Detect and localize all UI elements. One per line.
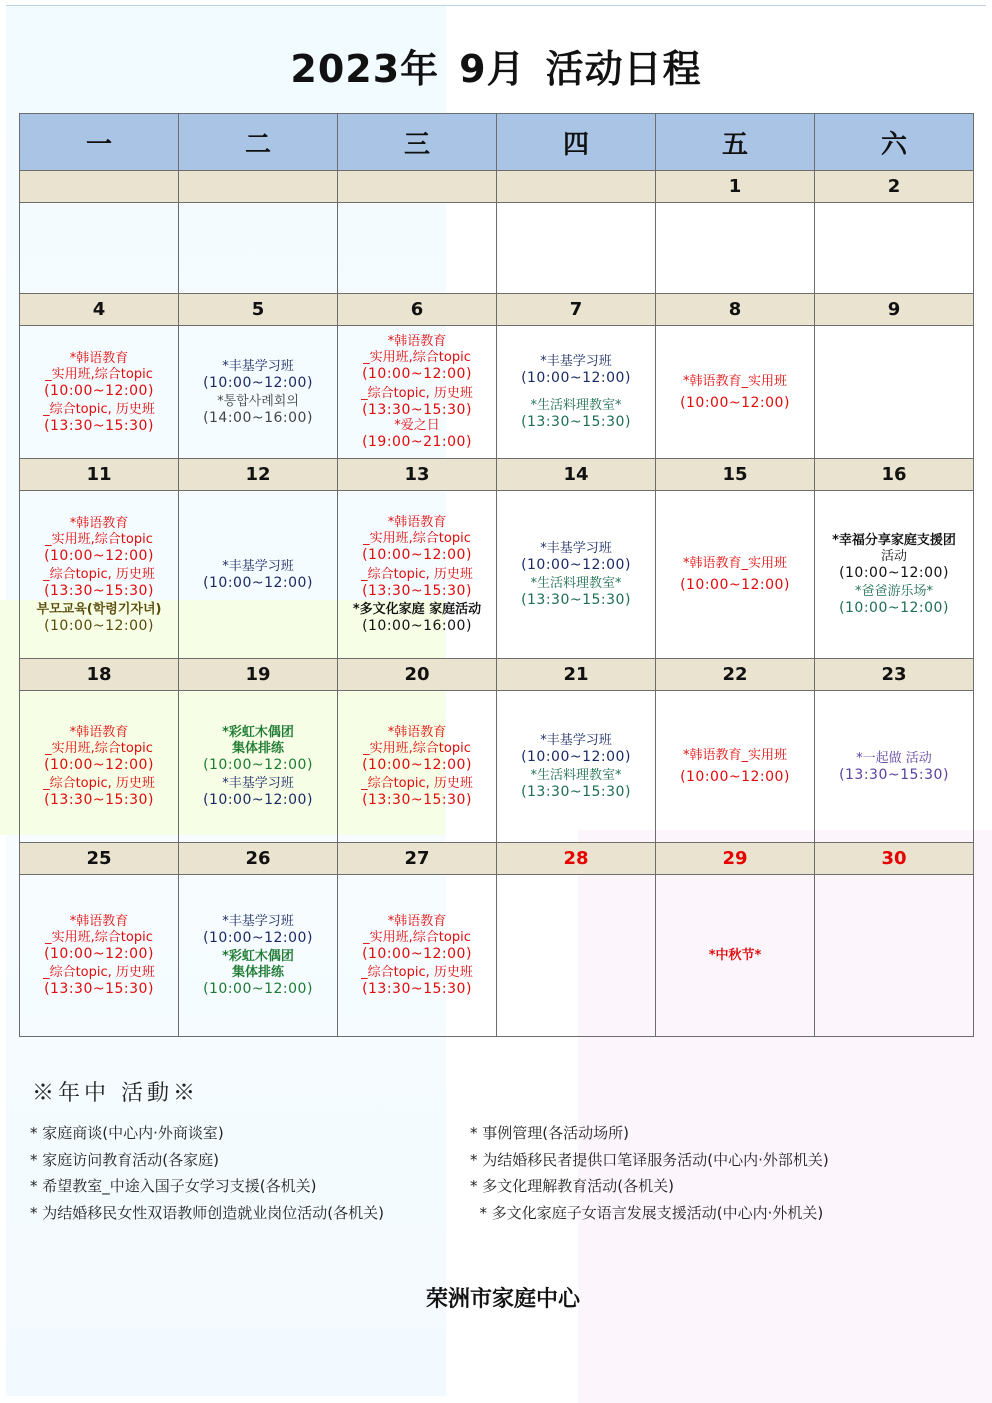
day-cell-18 <box>20 691 179 843</box>
day-cell-23 <box>815 691 974 843</box>
date-29: 29 <box>656 843 815 875</box>
event-title: *爸爸游乐场* <box>854 584 933 599</box>
event-time: (13:30~15:30) <box>521 414 631 430</box>
event-title: _实用班,综合topic <box>363 741 471 756</box>
event-title: *丰基学习班 <box>222 914 294 929</box>
event-time: (10:00~12:00) <box>362 757 472 773</box>
event-time: (13:30~15:30) <box>839 766 949 783</box>
event-title: *一起做 活动 <box>856 750 932 766</box>
event-row <box>20 875 974 1037</box>
event-title: *生活料理教室* <box>530 576 622 591</box>
date-15: 15 <box>656 459 815 491</box>
organization-name: 荣洲市家庭中心 <box>425 1287 580 1312</box>
date-18: 18 <box>20 659 179 691</box>
event-title: _综合topic, 历史班 <box>361 386 473 401</box>
event-time: (13:30~15:30) <box>521 592 631 608</box>
date-22: 22 <box>656 659 815 691</box>
event-time: (13:30~15:30) <box>44 981 154 997</box>
event-time: (10:00~12:00) <box>521 370 631 386</box>
list-item: * 为结婚移民女性双语教师创造就业岗位活动(各机关) <box>30 1203 384 1222</box>
event-time: (10:00~12:00) <box>839 565 949 581</box>
event-time: (13:30~15:30) <box>44 417 154 434</box>
event-title: _实用班,综合topic <box>363 531 471 546</box>
date-row <box>20 459 974 491</box>
day-cell <box>20 203 179 294</box>
date-8: 8 <box>656 294 815 326</box>
event-title: _综合topic, 历史班 <box>361 776 473 791</box>
event-title: _实用班,综合topic <box>363 350 471 365</box>
weekday-sat: 六 <box>815 114 974 171</box>
event-title: *韩语教育_实用班 <box>682 556 787 571</box>
event-title: *韩语教育 <box>69 914 129 929</box>
date-26: 26 <box>179 843 338 875</box>
event-title: _综合topic, 历史班 <box>43 965 155 980</box>
day-cell-26 <box>179 875 338 1037</box>
day-cell-1 <box>656 203 815 294</box>
title-month: 9月 <box>459 47 526 91</box>
day-cell <box>179 203 338 294</box>
event-title: *韩语教育 <box>387 914 447 929</box>
holiday-label: *中秋节* <box>708 947 762 963</box>
event-title: *生活料理教室* <box>530 398 622 413</box>
date-empty <box>338 171 497 203</box>
day-cell-11 <box>20 491 179 659</box>
event-title: *韩语教育 <box>387 334 447 349</box>
day-cell-6 <box>338 326 497 459</box>
event-time: (10:00~16:00) <box>362 618 472 634</box>
date-27: 27 <box>338 843 497 875</box>
event-time: (10:00~12:00) <box>203 981 313 997</box>
event-row <box>20 691 974 843</box>
event-title: *韩语教育 <box>69 515 129 531</box>
day-cell-2 <box>815 203 974 294</box>
event-time: (10:00~12:00) <box>680 394 790 411</box>
event-title: *韩语教育 <box>387 725 447 740</box>
yearly-activities-heading: ※年中 活動※ <box>32 1081 199 1106</box>
date-28: 28 <box>497 843 656 875</box>
date-2: 2 <box>815 171 974 203</box>
day-cell-21 <box>497 691 656 843</box>
date-row <box>20 843 974 875</box>
event-time: (10:00~12:00) <box>203 792 313 808</box>
day-cell <box>497 203 656 294</box>
weekday-wed: 三 <box>338 114 497 171</box>
page-title <box>0 38 992 93</box>
day-cell-25 <box>20 875 179 1037</box>
event-title: _实用班,综合topic <box>45 741 153 756</box>
event-time: (13:30~15:30) <box>521 784 631 800</box>
day-cell-29 <box>656 875 815 1037</box>
event-time: (10:00~12:00) <box>44 946 154 962</box>
event-title: 集体排练 <box>231 965 284 980</box>
event-title: *韩语教育_实用班 <box>682 373 787 389</box>
list-item: * 事例管理(各活动场所) <box>470 1124 629 1142</box>
event-time: (13:30~15:30) <box>362 792 472 808</box>
event-title: *韩语教育 <box>69 725 129 740</box>
event-title: _实用班,综合topic <box>45 930 153 945</box>
day-cell-19 <box>179 691 338 843</box>
event-title: 부모교육(학령기자녀) <box>36 601 162 617</box>
event-time: (10:00~12:00) <box>521 557 631 573</box>
day-cell-13 <box>338 491 497 659</box>
event-time: (10:00~12:00) <box>44 617 154 634</box>
event-title: _综合topic, 历史班 <box>361 567 473 582</box>
day-cell-22 <box>656 691 815 843</box>
event-time: (10:00~12:00) <box>362 366 472 382</box>
date-4: 4 <box>20 294 179 326</box>
event-time: (13:30~15:30) <box>362 981 472 997</box>
event-time: (13:30~15:30) <box>44 792 154 808</box>
date-11: 11 <box>20 459 179 491</box>
event-title: _实用班,综合topic <box>45 366 153 382</box>
event-time: (10:00~12:00) <box>44 382 154 399</box>
day-cell-12 <box>179 491 338 659</box>
day-cell-9 <box>815 326 974 459</box>
date-25: 25 <box>20 843 179 875</box>
event-title: _实用班,综合topic <box>45 531 153 547</box>
list-item: * 希望教室_中途入国子女学习支援(各机关) <box>30 1177 317 1195</box>
day-cell-7 <box>497 326 656 459</box>
date-empty <box>20 171 179 203</box>
event-title: _综合topic, 历史班 <box>43 566 155 582</box>
day-cell-14 <box>497 491 656 659</box>
event-time: (13:30~15:30) <box>362 583 472 599</box>
list-item: * 为结婚移民者提供口笔译服务活动(中心内·外部机关) <box>470 1150 829 1169</box>
weekday-thu: 四 <box>497 114 656 171</box>
date-14: 14 <box>497 459 656 491</box>
date-1: 1 <box>656 171 815 203</box>
event-time: (10:00~12:00) <box>203 574 313 591</box>
event-time: (10:00~12:00) <box>203 930 313 946</box>
event-time: (10:00~12:00) <box>203 757 313 773</box>
event-title: *韩语教育_实用班 <box>682 748 787 763</box>
frame-line <box>6 5 986 6</box>
event-title: *韩语教育 <box>387 515 447 530</box>
day-cell-16 <box>815 491 974 659</box>
event-title: *生活料理教室* <box>530 768 622 783</box>
list-item: * 多文化家庭子女语言发展支援活动(中心内·外机关) <box>470 1203 824 1222</box>
event-title: *통합사례회의 <box>217 393 299 409</box>
day-cell-28 <box>497 875 656 1037</box>
date-empty <box>497 171 656 203</box>
yearly-activities-left <box>30 1120 384 1226</box>
event-time: (10:00~12:00) <box>362 547 472 563</box>
event-title: *爱之日 <box>394 418 440 433</box>
date-30: 30 <box>815 843 974 875</box>
event-time: (10:00~12:00) <box>521 749 631 765</box>
day-cell-15 <box>656 491 815 659</box>
event-row <box>20 491 974 659</box>
day-cell-30 <box>815 875 974 1037</box>
event-time: (10:00~12:00) <box>203 374 313 391</box>
event-title: *丰基学习班 <box>540 541 612 556</box>
event-time: (19:00~21:00) <box>362 434 472 450</box>
date-23: 23 <box>815 659 974 691</box>
event-time: (10:00~12:00) <box>839 600 949 616</box>
calendar-table <box>19 113 974 1037</box>
event-title: _综合topic, 历史班 <box>43 401 155 417</box>
day-cell-5 <box>179 326 338 459</box>
event-row <box>20 203 974 294</box>
date-16: 16 <box>815 459 974 491</box>
event-time: (13:30~15:30) <box>362 402 472 418</box>
event-title: *丰基学习班 <box>540 733 612 748</box>
day-cell <box>338 203 497 294</box>
event-time: (14:00~16:00) <box>203 409 313 426</box>
date-19: 19 <box>179 659 338 691</box>
event-title: *彩虹木偶团 <box>222 949 294 964</box>
day-cell-8 <box>656 326 815 459</box>
event-time: (10:00~12:00) <box>680 769 790 785</box>
day-cell-20 <box>338 691 497 843</box>
event-title: *韩语教育 <box>69 350 129 366</box>
event-title: *幸福分享家庭支援团 <box>832 533 956 548</box>
date-row <box>20 659 974 691</box>
weekday-header-row <box>20 114 974 171</box>
weekday-mon: 一 <box>20 114 179 171</box>
event-time: (10:00~12:00) <box>44 757 154 773</box>
event-title: *彩虹木偶团 <box>222 725 294 740</box>
date-13: 13 <box>338 459 497 491</box>
date-6: 6 <box>338 294 497 326</box>
event-title: *丰基学习班 <box>540 354 612 369</box>
event-title: *多文化家庭 家庭活动 <box>352 602 482 617</box>
date-12: 12 <box>179 459 338 491</box>
date-empty <box>179 171 338 203</box>
event-time: (10:00~12:00) <box>362 946 472 962</box>
title-year: 2023年 <box>290 47 440 91</box>
event-title: *丰基学习班 <box>222 358 294 374</box>
date-row <box>20 171 974 203</box>
event-row <box>20 326 974 459</box>
date-7: 7 <box>497 294 656 326</box>
weekday-fri: 五 <box>656 114 815 171</box>
title-name: 活动日程 <box>545 47 702 91</box>
event-title: _综合topic, 历史班 <box>43 776 155 791</box>
event-time: (10:00~12:00) <box>680 577 790 593</box>
date-21: 21 <box>497 659 656 691</box>
list-item: * 家庭访问教育活动(各家庭) <box>30 1150 219 1169</box>
list-item: * 多文化理解教育活动(各机关) <box>470 1177 674 1195</box>
event-title: 活动 <box>880 549 907 564</box>
event-title: 集体排练 <box>231 741 284 756</box>
day-cell-4 <box>20 326 179 459</box>
date-9: 9 <box>815 294 974 326</box>
weekday-tue: 二 <box>179 114 338 171</box>
date-20: 20 <box>338 659 497 691</box>
date-5: 5 <box>179 294 338 326</box>
event-title: _综合topic, 历史班 <box>361 965 473 980</box>
event-title: _实用班,综合topic <box>363 930 471 945</box>
event-time: (13:30~15:30) <box>44 582 154 599</box>
event-time: (10:00~12:00) <box>44 547 154 564</box>
list-item: * 家庭商谈(中心内·外商谈室) <box>30 1124 224 1142</box>
date-row <box>20 294 974 326</box>
yearly-activities-right <box>470 1120 829 1226</box>
event-title: *丰基学习班 <box>222 776 294 791</box>
day-cell-27 <box>338 875 497 1037</box>
event-title: *丰基学习班 <box>222 558 294 574</box>
